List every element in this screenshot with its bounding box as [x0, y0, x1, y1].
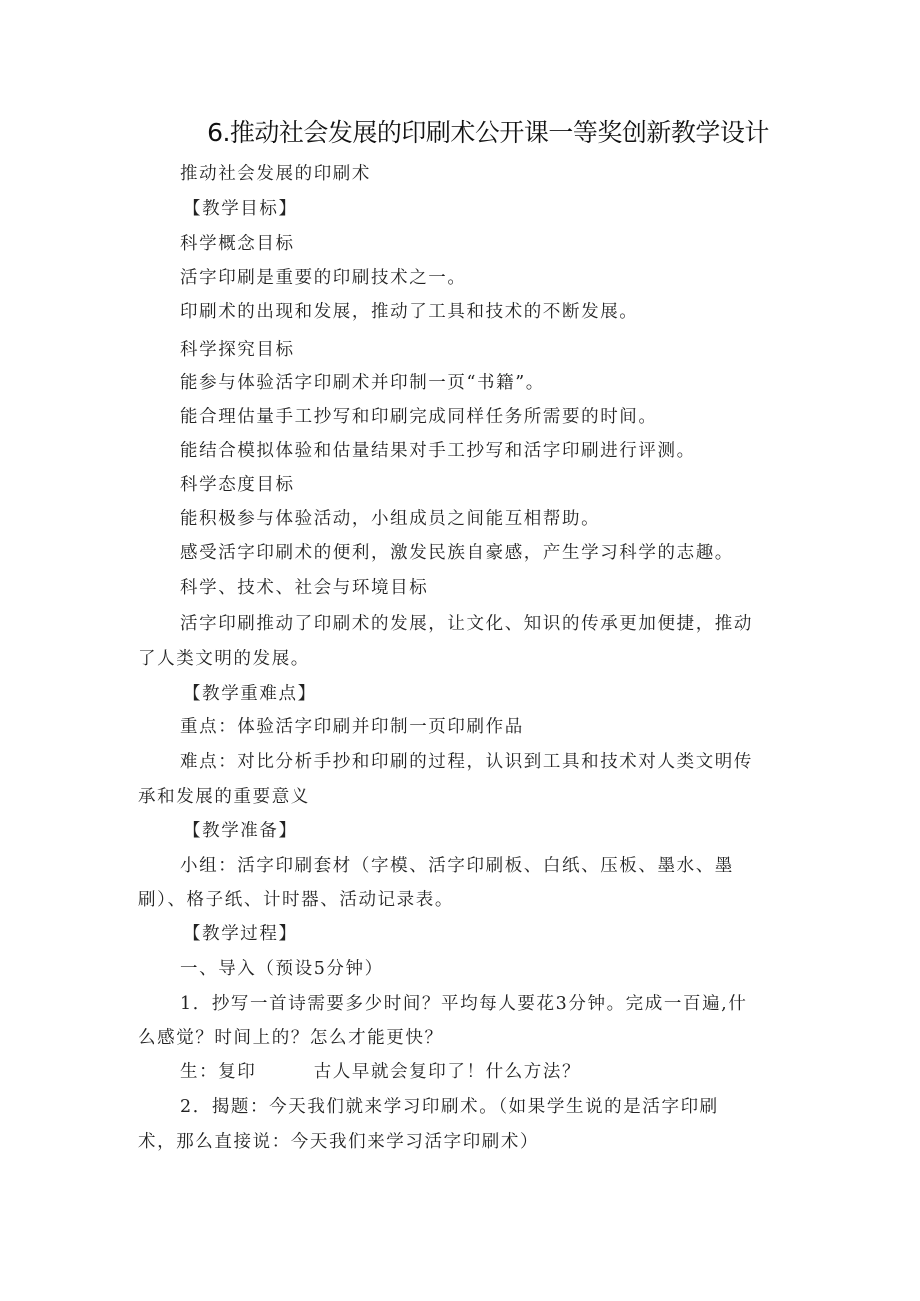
paragraph-line: 难点：对比分析手抄和印刷的过程，认识到工具和技术对人类文明传	[180, 752, 753, 772]
section-heading-key-points: 【教学重难点】	[183, 684, 317, 704]
paragraph-line: 小组：活字印刷套材（字模、活字印刷板、白纸、压板、墨水、墨	[180, 856, 734, 876]
subheading-attitude-goal: 科学态度目标	[180, 475, 295, 495]
paragraph-line: 一、导入（预设5分钟）	[180, 959, 384, 979]
paragraph-line: 活字印刷推动了印刷术的发展，让文化、知识的传承更加便捷，推动	[180, 614, 753, 634]
paragraph-line: 承和发展的重要意义	[138, 787, 310, 807]
paragraph-line: 印刷术的出现和发展，推动了工具和技术的不断发展。	[180, 302, 639, 322]
paragraph-line: 能合理估量手工抄写和印刷完成同样任务所需要的时间。	[180, 407, 658, 427]
paragraph-line: 能结合模拟体验和估量结果对手工抄写和活字印刷进行评测。	[180, 441, 696, 461]
paragraph-line: 感受活字印刷术的便利，激发民族自豪感，产生学习科学的志趣。	[180, 543, 734, 563]
section-heading-preparation: 【教学准备】	[183, 821, 298, 841]
paragraph-line: 了人类文明的发展。	[138, 649, 310, 669]
paragraph-line: 能参与体验活字印刷术并印制一页“书籍”。	[180, 373, 545, 393]
paragraph-line: 重点：体验活字印刷并印制一页印刷作品	[180, 717, 524, 737]
subheading-concept-goal: 科学概念目标	[180, 234, 295, 254]
section-heading-objectives: 【教学目标】	[183, 199, 298, 219]
subheading-stse-goal: 科学、技术、社会与环境目标	[180, 578, 429, 598]
paragraph-line: 能积极参与体验活动，小组成员之间能互相帮助。	[180, 509, 601, 529]
paragraph-line: 刷）、格子纸、计时器、活动记录表。	[138, 890, 454, 910]
paragraph-line: 活字印刷是重要的印刷技术之一。	[180, 268, 467, 288]
paragraph-line: 2．揭题：今天我们就来学习印刷术。（如果学生说的是活字印刷	[180, 1097, 719, 1117]
paragraph-line: 么感觉？时间上的？怎么才能更快？	[138, 1028, 444, 1048]
document-subtitle: 推动社会发展的印刷术	[180, 164, 371, 184]
paragraph-line: 术，那么直接说：今天我们来学习活字印刷术）	[138, 1132, 540, 1152]
document-title: 6.推动社会发展的印刷术公开课一等奖创新教学设计	[207, 118, 769, 147]
paragraph-line: 1．抄写一首诗需要多少时间？平均每人要花3分钟。完成一百遍,什	[180, 994, 748, 1014]
section-heading-process: 【教学过程】	[183, 924, 298, 944]
paragraph-line: 生：复印 古人早就会复印了！什么方法？	[180, 1062, 582, 1082]
subheading-inquiry-goal: 科学探究目标	[180, 340, 295, 360]
